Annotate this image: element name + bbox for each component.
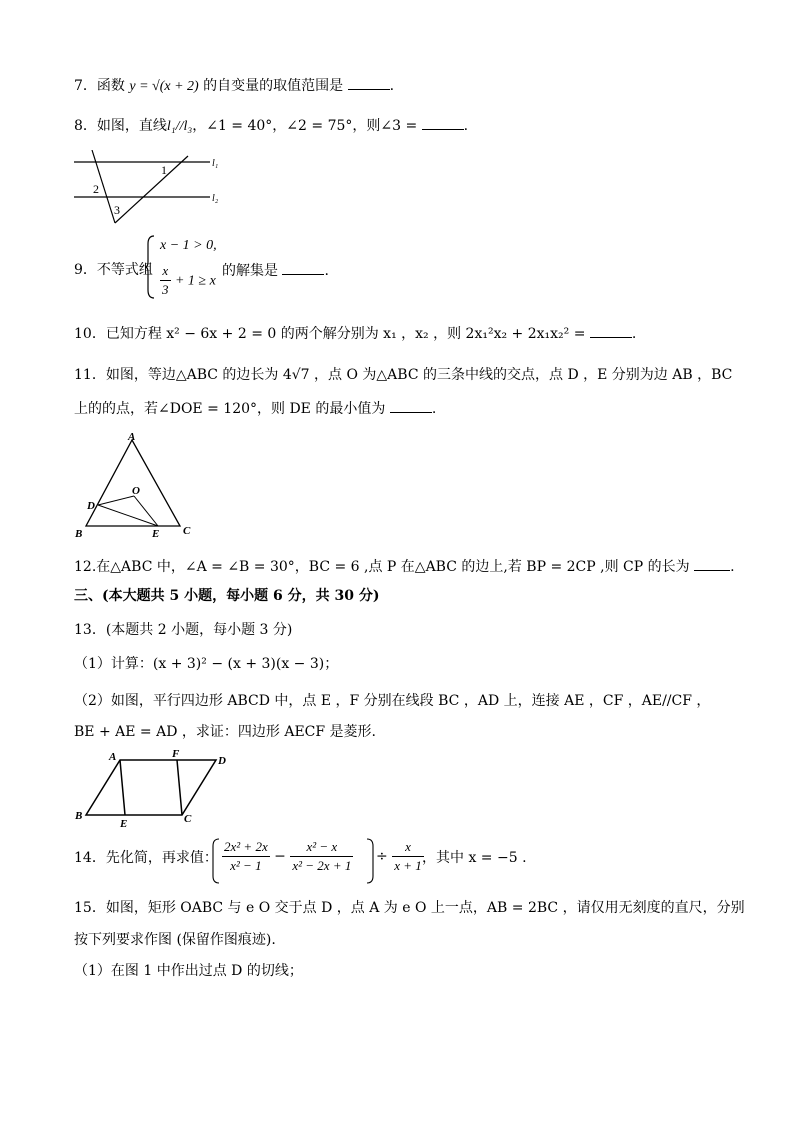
q7-answer-blank xyxy=(348,75,390,90)
label-a: A xyxy=(128,431,136,443)
label-f: F xyxy=(172,748,180,760)
angle-2-label: 2 xyxy=(93,182,99,196)
q14-den1: x² − 1 xyxy=(230,858,262,873)
q10-text: 10．已知方程 x² − 6x + 2 = 0 的两个解分别为 x₁ ，x₂ ，则 2x₁²x₂ + 2x₁x₂² = xyxy=(74,326,586,342)
q11-line2-wrap xyxy=(74,398,436,419)
q12-text: 12.在△ABC 中，∠A = ∠B = 30°，BC = 6 ,点 P 在△ABC 的边上,若 BP = 2CP ,则 CP 的长为 xyxy=(74,559,690,575)
label-d: D xyxy=(87,500,95,512)
label-o: O xyxy=(132,485,140,497)
q14-den2: x² − 2x + 1 xyxy=(292,858,352,873)
q9-frac-den: 3 xyxy=(162,282,169,297)
parallelogram-abcd xyxy=(86,760,216,815)
q9-ineq1: x − 1 > 0, xyxy=(160,238,217,253)
q10-period: . xyxy=(631,326,637,342)
q7-expr: y = √(x + 2) xyxy=(129,79,199,94)
q15-line1: 15．如图，矩形 OABC 与 e O 交于点 D ，点 A 为 e O 上一点，AB = 2BC ，请仅用无刻度的直尺，分别 xyxy=(74,900,745,916)
triangle-abc xyxy=(86,440,180,526)
label-c: C xyxy=(183,525,191,537)
q14-num2: x² − x xyxy=(290,838,353,857)
q9-answer-blank xyxy=(282,260,324,275)
q14-frac3 xyxy=(392,838,424,875)
q8-pre: 8．如图，直线 xyxy=(74,118,167,134)
q14-tail: ÷ $\frac{x}{x + 1}$ xyxy=(376,839,422,873)
segment-ae xyxy=(120,760,125,815)
section-3-title: 三、(本大题共 5 小题，每小题 6 分，共 30 分) xyxy=(74,588,380,604)
q14-den3: x + 1 xyxy=(394,858,422,873)
q14-num3: x xyxy=(392,838,424,857)
question-12 xyxy=(74,556,735,577)
question-10 xyxy=(74,323,636,344)
q9-pre: 9．不等式组 xyxy=(74,262,153,278)
q8-period: . xyxy=(463,118,469,134)
l1-label: l₁ xyxy=(212,158,219,169)
question-8 xyxy=(74,115,468,137)
q14-pre: 14．先化简，再求值： xyxy=(74,850,218,866)
q9-post: 的解集是 xyxy=(222,263,278,279)
q15-line2: 按下列要求作图 (保留作图痕迹). xyxy=(74,932,276,948)
q7-period: . xyxy=(389,78,395,94)
q7-post: 的自变量的取值范围是 xyxy=(203,78,344,94)
q14-frac2 xyxy=(290,838,353,875)
q14-num1: 2x² + 2x xyxy=(222,838,270,857)
angle-1-label: 1 xyxy=(161,163,167,177)
segment-do xyxy=(98,496,134,505)
q14-left-paren xyxy=(212,838,220,884)
segment-cf xyxy=(177,760,182,815)
q8-answer-blank xyxy=(422,115,464,130)
label-e: E xyxy=(120,818,128,830)
q9-ineq2-rest: + 1 ≥ x xyxy=(174,273,216,289)
q8-parallel: l₁//l₃ xyxy=(166,119,193,134)
q14-frac1 xyxy=(222,838,270,875)
label-d: D xyxy=(218,755,226,767)
q13-part2-line2: BE + AE = AD ，求证：四边形 AECF 是菱形. xyxy=(74,724,376,740)
q11-line2: 上的的点，若∠DOE = 120°，则 DE 的最小值为 xyxy=(74,401,386,417)
q9-brace xyxy=(144,234,156,300)
q7-pre: 7．函数 xyxy=(74,78,125,94)
q12-period: . xyxy=(730,559,735,575)
q13-figure xyxy=(72,748,242,830)
label-b: B xyxy=(75,528,83,540)
q9-frac-num: x xyxy=(160,262,171,281)
transversal-2 xyxy=(115,156,188,223)
label-c: C xyxy=(184,813,192,825)
angle-3-label: 3 xyxy=(114,203,120,217)
label-a: A xyxy=(109,751,117,763)
label-b: B xyxy=(75,810,83,822)
q11-figure xyxy=(72,430,202,542)
q8-cond: ，∠1 = 40°，∠2 = 75°，则∠3 = xyxy=(192,118,418,134)
q13-part1: （1）计算：(x + 3)² − (x + 3)(x − 3)； xyxy=(74,656,339,672)
q10-answer-blank xyxy=(590,323,632,338)
q11-answer-blank xyxy=(390,398,432,413)
q9-post-line xyxy=(222,260,329,281)
q11-line1: 11．如图，等边△ABC 的边长为 4√7 ，点 O 为△ABC 的三条中线的交点，点 D ，E 分别为边 AB ，BC xyxy=(74,367,733,383)
q15-line3: （1）在图 1 中作出过点 D 的切线； xyxy=(74,963,303,979)
q14-right-paren xyxy=(366,838,374,884)
label-e: E xyxy=(152,528,160,540)
q11-period: . xyxy=(431,401,437,417)
q12-answer-blank xyxy=(694,556,730,571)
q14-post: ，其中 x = −5 . xyxy=(422,850,527,866)
question-7 xyxy=(74,75,394,97)
q9-ineq2 xyxy=(160,262,216,299)
q14-expression: $\frac{\text{2x² + 2x}}{\text{x² − 1}}$ − $\frac{\text{x² − x}}{\text{x² − 2x + 1}}$ xyxy=(224,839,352,873)
q8-figure xyxy=(70,150,230,230)
q13-part2-line1: （2）如图，平行四边形 ABCD 中，点 E ，F 分别在线段 BC ，AD 上，连接 AE ，CF ，AE//CF ， xyxy=(74,693,711,709)
q9-period: . xyxy=(324,263,329,279)
q13-head: 13．(本题共 2 小题，每小题 3 分) xyxy=(74,622,293,638)
question-9 xyxy=(74,260,153,280)
l2-label: l₂ xyxy=(212,193,219,204)
q9-fraction xyxy=(160,262,171,299)
